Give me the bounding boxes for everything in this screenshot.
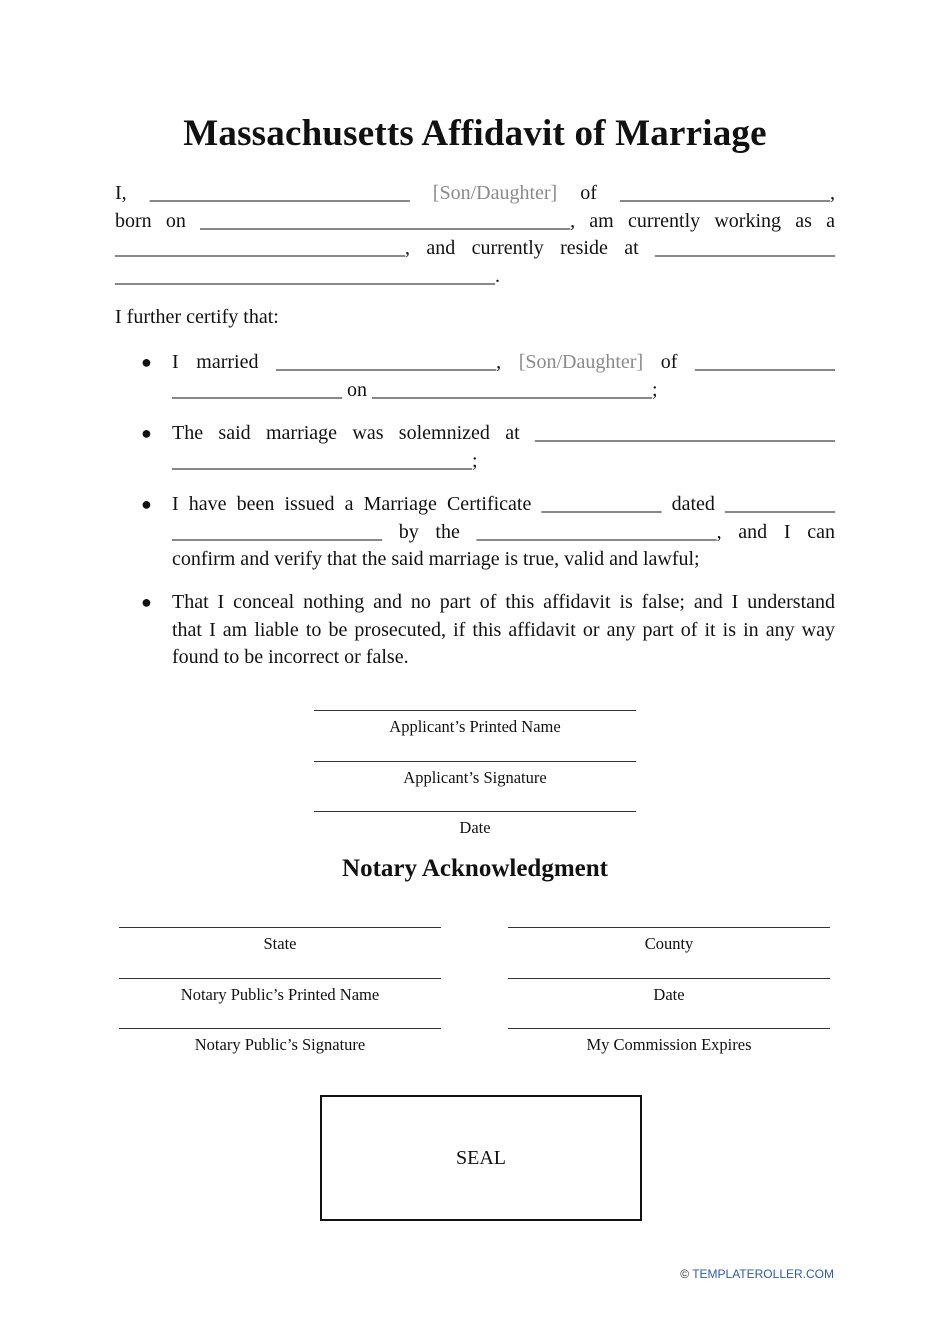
- son-daughter-placeholder: [Son/Daughter]: [518, 351, 644, 373]
- intro-line-2: born on _____________________________________, am currently working as a: [115, 209, 835, 232]
- copyright-link[interactable]: [680, 1267, 834, 1281]
- notary-state-field: [119, 927, 441, 954]
- bullet-item-conceal: ● That I conceal nothing and no part of this affidavit is false; and I understand that I am liable to be prosecuted, if this affidavit or any part of it is in any way found to be incorrect or false.: [141, 591, 835, 668]
- applicant-printed-name-field: [314, 710, 636, 737]
- signature-line: [119, 927, 441, 928]
- bullet-dot: ●: [141, 494, 152, 514]
- notary-printed-name-label: Notary Public’s Printed Name: [180, 985, 380, 1004]
- notary-county-field: [508, 927, 830, 954]
- notary-signature-label: Notary Public’s Signature: [194, 1035, 366, 1054]
- applicant-signature-field: [314, 761, 636, 788]
- signature-line: [314, 761, 636, 762]
- bullet-item-solemnized: ● The said marriage was solemnized at ______________________________ ______________________________;: [141, 422, 835, 472]
- notary-commission-field: [508, 1028, 830, 1055]
- signature-line: [508, 978, 830, 979]
- bullet-item-married: ● I married ______________________, [Son/Daughter] of ______________ _________________ on ____________________________;: [141, 351, 835, 401]
- son-daughter-placeholder: [Son/Daughter]: [432, 182, 558, 204]
- signature-line: [119, 978, 441, 979]
- notary-commission-label: My Commission Expires: [586, 1035, 752, 1054]
- notary-county-label: County: [644, 934, 694, 953]
- applicant-printed-name-label: Applicant’s Printed Name: [389, 717, 561, 736]
- bullet-dot: ●: [141, 592, 152, 612]
- applicant-date-field: [314, 811, 636, 838]
- signature-line: [508, 1028, 830, 1029]
- notary-date-label: Date: [653, 985, 685, 1004]
- signature-line: [508, 927, 830, 928]
- signature-line: [314, 811, 636, 812]
- intro-line-3: _____________________________, and currently reside at __________________: [115, 237, 835, 259]
- intro-line-4: ______________________________________.: [115, 264, 500, 287]
- notary-date-field: [508, 978, 830, 1005]
- intro-line-1: I, __________________________ [Son/Daughter] of _____________________,: [115, 182, 835, 204]
- notary-state-label: State: [263, 934, 297, 953]
- signature-line: [119, 1028, 441, 1029]
- signature-line: [314, 710, 636, 711]
- document-title: Massachusetts Affidavit of Marriage: [183, 113, 767, 154]
- bullet-item-certificate: ● I have been issued a Marriage Certificate ____________ dated ___________ _____________________ by the ________________________, and I can confirm and verify that the said marriage is true, valid and lawful;: [141, 493, 835, 570]
- seal-label: SEAL: [456, 1146, 506, 1169]
- certify-label: I further certify that:: [115, 306, 279, 328]
- notary-printed-name-field: [119, 978, 441, 1005]
- notary-heading: Notary Acknowledgment: [342, 855, 608, 882]
- intro-paragraph: [115, 180, 835, 290]
- bullet-dot: ●: [141, 352, 152, 372]
- applicant-signature-label: Applicant’s Signature: [403, 768, 547, 787]
- bullet-dot: ●: [141, 423, 152, 443]
- seal-box: [320, 1095, 642, 1221]
- applicant-date-label: Date: [459, 818, 491, 837]
- copyright-text: TEMPLATEROLLER.COM: [692, 1267, 834, 1281]
- copyright-icon: ©: [680, 1267, 690, 1281]
- notary-signature-field: [119, 1028, 441, 1055]
